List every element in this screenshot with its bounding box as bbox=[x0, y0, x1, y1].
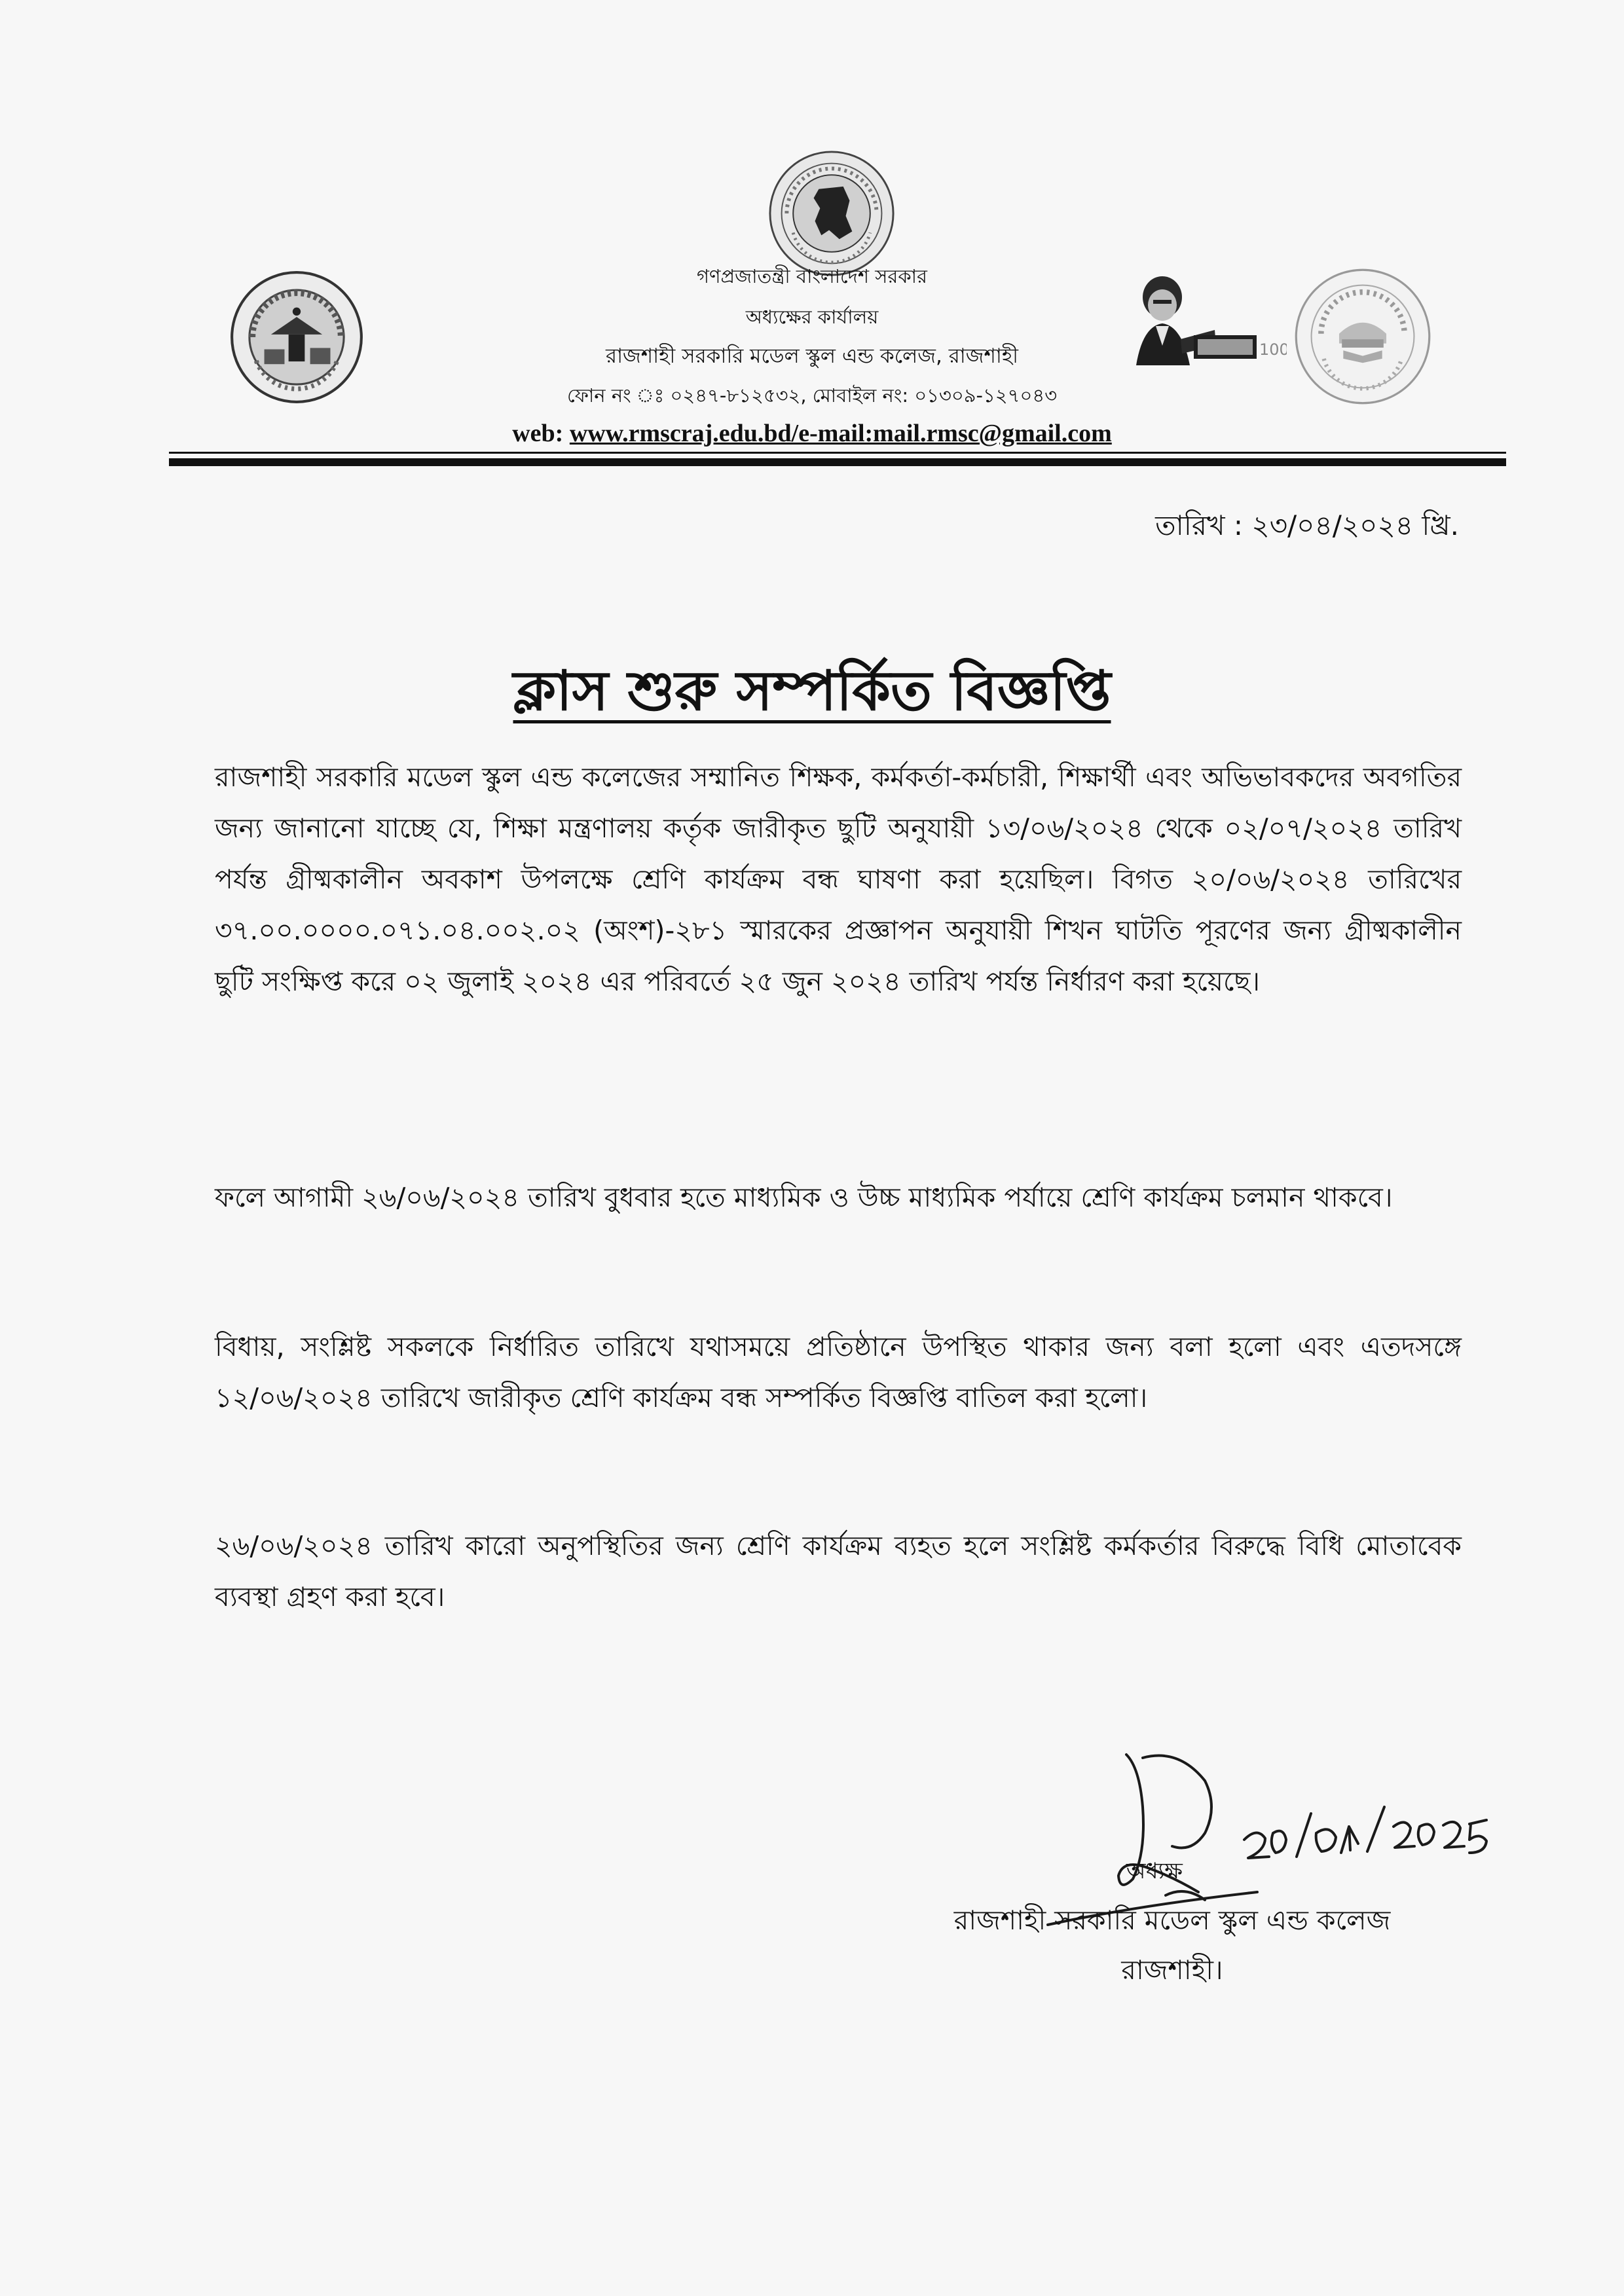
letterhead-divider-thin bbox=[169, 452, 1506, 454]
school-seal bbox=[229, 270, 364, 405]
letterhead-divider-thick bbox=[169, 458, 1506, 466]
notice-date: তারিখ : ২৩/০৪/২০২৪ খ্রি. bbox=[1155, 509, 1459, 541]
letterhead-phone: ফোন নং ঃ ০২৪৭-৮১২৫৩২, মোবাইল নং: ০১৩০৯-১২৭০৪৩ bbox=[566, 384, 1058, 407]
letterhead-school-name: রাজশাহী সরকারি মডেল স্কুল এন্ড কলেজ, রাজশাহী bbox=[606, 344, 1018, 368]
web-prefix: web: bbox=[512, 420, 570, 447]
notice-paragraph: ফলে আগামী ২৬/০৬/২০২৪ তারিখ বুধবার হতে মাধ্যমিক ও উচ্চ মাধ্যমিক পর্যায়ে শ্রেণি কার্যক্রম চলমান থাকবে। bbox=[215, 1182, 1393, 1213]
svg-text:100: 100 bbox=[1259, 340, 1287, 359]
notice-title: ক্লাস শুরু সম্পর্কিত বিজ্ঞপ্তি bbox=[513, 659, 1111, 723]
bangladesh-government-seal bbox=[767, 149, 896, 278]
signatory-city: রাজশাহী। bbox=[1121, 1954, 1223, 1986]
signatory-title: অধ্যক্ষ bbox=[1126, 1858, 1183, 1884]
website-email-link[interactable]: www.rmscraj.edu.bd/e-mail:mail.rmsc@gmail.com bbox=[569, 420, 1112, 447]
letterhead-web bbox=[354, 419, 1270, 448]
letterhead-government: গণপ্রজাতন্ত্রী বাংলাদেশ সরকার bbox=[696, 265, 928, 287]
signatory-school: রাজশাহী সরকারি মডেল স্কুল এন্ড কলেজ bbox=[953, 1904, 1391, 1936]
letterhead-office: অধ্যক্ষের কার্যালয় bbox=[745, 306, 879, 328]
notice-paragraph: বিধায়, সংশ্লিষ্ট সকলকে নির্ধারিত তারিখে যথাসময়ে প্রতিষ্ঠানে উপস্থিত থাকার জন্য বলা হলো এবং এতদসঙ্গে ১২/০৬/২০২৪ তারিখে জারীকৃত শ্রেণি কার্যক্রম বন্ধ সম্পর্কিত বিজ্ঞপ্তি বাতিল করা হলো। bbox=[215, 1331, 1462, 1413]
notice-paragraph: ২৬/০৬/২০২৪ তারিখ কারো অনুপস্থিতির জন্য শ্রেণি কার্যক্রম ব্যহত হলে সংশ্লিষ্ট কর্মকর্তার বিরুদ্ধে বিধি মোতাবেক ব্যবস্থা গ্রহণ করা হবে। bbox=[215, 1530, 1462, 1613]
notice-paragraph: রাজশাহী সরকারি মডেল স্কুল এন্ড কলেজের সম্মানিত শিক্ষক, কর্মকর্তা-কর্মচারী, শিক্ষার্থী এবং অভিভাবকদের অবগতির জন্য জানানো যাচ্ছে যে, শিক্ষা মন্ত্রণালয় কর্তৃক জারীকৃত ছুটি অনুযায়ী ১৩/০৬/২০২৪ থেকে ০২/০৭/২০২৪ তারিখ পর্যন্ত গ্রীষ্মকালীন অবকাশ উপলক্ষে শ্রেণি কার্যক্রম বন্ধ ঘাষণা করা হয়েছিল। বিগত ২০/০৬/২০২৪ তারিখের ৩৭.০০.০০০০.০৭১.০৪.০০২.০২ (অংশ)-২৮১ স্মারকের প্রজ্ঞাপন অনুযায়ী শিখন ঘাটতি পূরণের জন্য গ্রীষ্মকালীন ছুটি সংক্ষিপ্ত করে ০২ জুলাই ২০২৪ এর পরিবর্তে ২৫ জুন ২০২৪ তারিখ পর্যন্ত নির্ধারণ করা হয়েছে। bbox=[215, 761, 1462, 997]
institution-seal-right bbox=[1293, 267, 1432, 406]
